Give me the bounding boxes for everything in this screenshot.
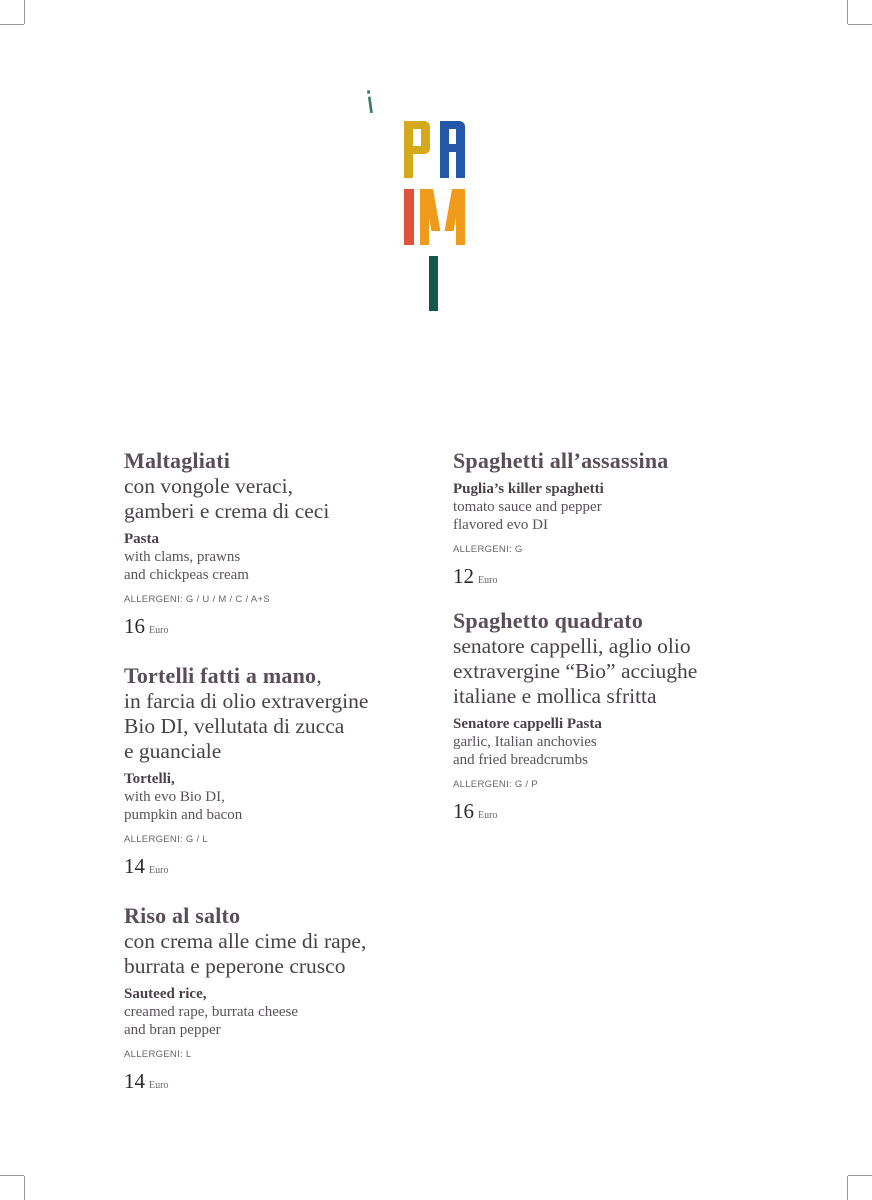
dish-description-it: italiane e mollica sfritta bbox=[453, 684, 657, 708]
dish-spaghetto-quadrato bbox=[453, 608, 773, 828]
menu-column-right bbox=[453, 448, 773, 828]
dish-title-en: Pasta bbox=[124, 531, 159, 547]
dish-description-en: and bran pepper bbox=[124, 1022, 221, 1038]
allergens: ALLERGENI: G / U / M / C / A+S bbox=[124, 594, 270, 605]
price: 16 Euro bbox=[453, 799, 498, 823]
dish-name: Tortelli fatti a mano bbox=[124, 663, 317, 688]
dish-description-it: in farcia di olio extravergine bbox=[124, 689, 369, 713]
dish-description-it: extravergine “Bio” acciughe bbox=[453, 659, 698, 683]
dish-description-it: e guanciale bbox=[124, 739, 222, 763]
allergens: ALLERGENI: G bbox=[453, 544, 523, 555]
title-letter-i-teal bbox=[429, 256, 438, 311]
price: 14 Euro bbox=[124, 1069, 169, 1093]
dish-name: Spaghetti all’assassina bbox=[453, 448, 669, 473]
dish-description-it: Bio DI, vellutata di zucca bbox=[124, 714, 345, 738]
allergens: ALLERGENI: G / P bbox=[453, 779, 539, 790]
allergens: ALLERGENI: L bbox=[124, 1049, 192, 1060]
dish-title-en: Sauteed rice, bbox=[124, 986, 207, 1002]
dish-description-en: with clams, prawns bbox=[124, 549, 241, 565]
dish-description-it: senatore cappelli, aglio olio bbox=[453, 634, 691, 658]
dish-description-en: flavored evo DI bbox=[453, 517, 548, 533]
dish-description-en: creamed rape, burrata cheese bbox=[124, 1004, 299, 1020]
dish-title-en: Puglia’s killer spaghetti bbox=[453, 481, 604, 497]
dish-spaghetti-assassina bbox=[453, 448, 773, 608]
crop-mark-bottom-right-v bbox=[847, 1176, 848, 1200]
price: 12 Euro bbox=[453, 564, 498, 588]
dish-title-en: Senatore cappelli Pasta bbox=[453, 716, 602, 732]
dish-tortelli: Tortelli fatti a mano, in farcia di olio extravergine Bio DI, vellutata di zucca e guanciale Tortelli, with evo Bio DI, pumpkin and bacon ALLERGENI: G / L 14 Euro bbox=[124, 663, 444, 903]
menu-column-left bbox=[124, 448, 444, 1098]
dish-description-it: con crema alle cime di rape, bbox=[124, 929, 367, 953]
dish-name: Spaghetto quadrato bbox=[453, 608, 644, 633]
crop-mark-bottom-left-h bbox=[0, 1175, 24, 1176]
dish-description-it: gamberi e crema di ceci bbox=[124, 499, 330, 523]
dish-description-en: tomato sauce and pepper bbox=[453, 499, 602, 515]
dish-description-en: with evo Bio DI, bbox=[124, 789, 225, 805]
crop-mark-bottom-left-v bbox=[24, 1176, 25, 1200]
dish-name: Maltagliati bbox=[124, 448, 231, 473]
dish-riso-al-salto bbox=[124, 903, 444, 1098]
section-title bbox=[0, 0, 872, 340]
title-article: i bbox=[363, 85, 377, 122]
dish-title-en: Tortelli, bbox=[124, 771, 175, 787]
dish-description-it: burrata e peperone crusco bbox=[124, 954, 346, 978]
dish-name: Riso al salto bbox=[124, 903, 241, 928]
dish-description-en: garlic, Italian anchovies bbox=[453, 734, 597, 750]
dish-description-en: pumpkin and bacon bbox=[124, 807, 243, 823]
allergens: ALLERGENI: G / L bbox=[124, 834, 208, 845]
price: 16 Euro bbox=[124, 614, 169, 638]
dish-description-it: con vongole veraci, bbox=[124, 474, 293, 498]
price: 14 Euro bbox=[124, 854, 169, 878]
title-letter-i-red bbox=[404, 189, 414, 245]
dish-description-en: and chickpeas cream bbox=[124, 567, 249, 583]
dish-maltagliati bbox=[124, 448, 444, 663]
crop-mark-bottom-right-h bbox=[848, 1175, 872, 1176]
dish-description-en: and fried breadcrumbs bbox=[453, 752, 588, 768]
